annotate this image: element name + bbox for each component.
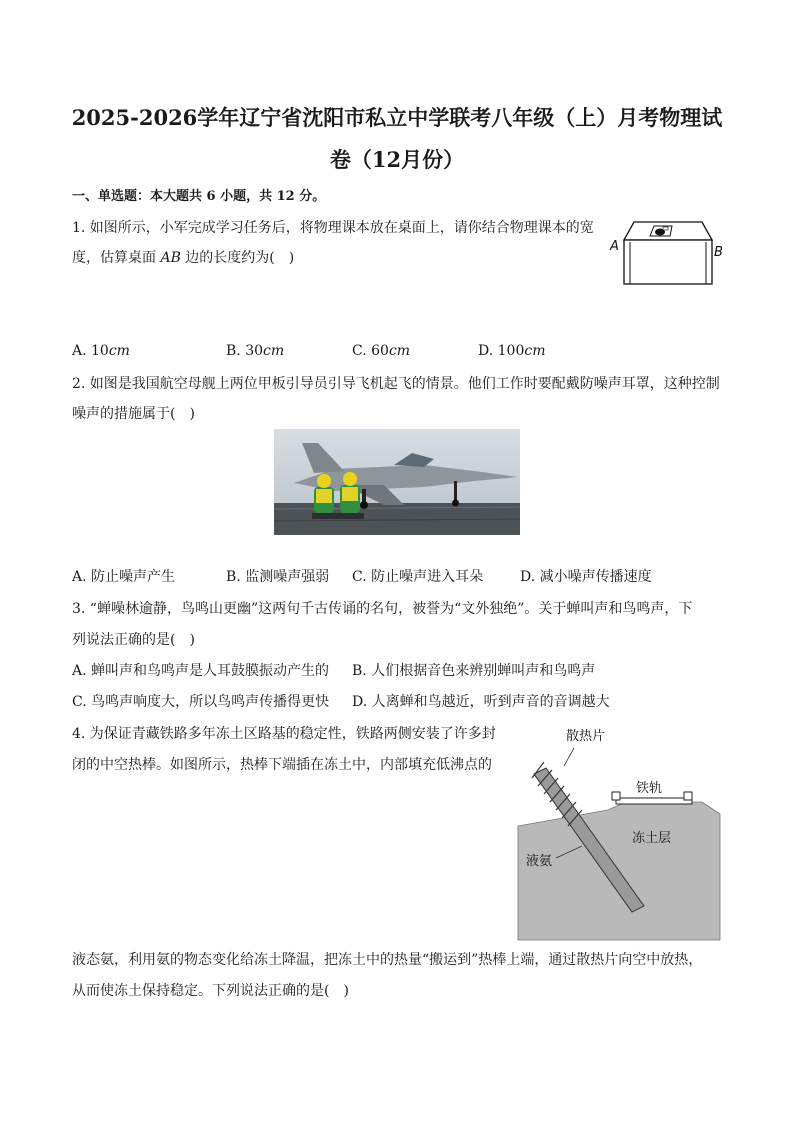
q1-option-d[interactable]: D. 100cm	[478, 343, 546, 359]
q1-stem-line1: 1. 如图所示，小军完成学习任务后，将物理课本放在桌面上，请你结合物理课本的宽	[72, 220, 594, 236]
q3-option-b[interactable]: B. 人们根据音色来辨别蝉叫声和鸟鸣声	[352, 663, 596, 679]
section-desc: 本大题共 6 小题，共 12 分。	[150, 189, 326, 204]
q3-option-d[interactable]: D. 人离蝉和鸟越近，听到声音的音调越大	[352, 694, 610, 710]
q4-stem-line1: 4. 为保证青藏铁路多年冻土区路基的稳定性，铁路两侧安装了许多封	[72, 726, 496, 742]
q3-stem-line2: 列说法正确的是( )	[72, 632, 195, 648]
section-prefix: 一、单选题：	[72, 189, 151, 204]
q3-option-a[interactable]: A. 蝉叫声和鸟鸣声是人耳鼓膜振动产生的	[72, 663, 330, 679]
label-fin: 散热片	[566, 729, 606, 744]
q2-option-c[interactable]: C. 防止噪声进入耳朵	[352, 569, 484, 585]
section-header	[72, 187, 325, 207]
q1-option-a[interactable]: A. 10cm	[72, 343, 130, 359]
label-ammonia: 液氨	[526, 854, 553, 869]
label-a: A	[610, 239, 619, 254]
q1-option-b[interactable]: B. 30cm	[226, 343, 285, 359]
carrier-jet-photo	[274, 429, 520, 535]
q4-stem-line2: 闭的中空热棒。如图所示，热棒下端插在冻土中，内部填充低沸点的	[72, 757, 492, 773]
q1-stem-line2: 度，估算桌面 AB 边的长度约为( )	[72, 250, 295, 266]
q2-stem-line1: 2. 如图是我国航空母舰上两位甲板引导员引导飞机起飞的情景。他们工作时要配戴防噪声耳罩，这种控制	[72, 376, 720, 392]
paper-title-line2: 卷（12月份）	[329, 147, 465, 172]
q4-stem-line4: 从而使冻土保持稳定。下列说法正确的是( )	[72, 983, 349, 999]
label-soil: 冻土层	[632, 831, 672, 846]
q2-stem-line2: 噪声的措施属于( )	[72, 406, 195, 422]
q3-option-c[interactable]: C. 鸟鸣声响度大，所以鸟鸣声传播得更快	[72, 694, 330, 710]
q3-stem-line1: 3. “蝉噪林逾静，鸟鸣山更幽”这两句千古传诵的名句，被誉为“文外独绝”。关于蝉叫声和鸟鸣声，下	[72, 601, 693, 617]
paper-title-line1: 2025-2026学年辽宁省沈阳市私立中学联考八年级（上）月考物理试	[71, 105, 723, 130]
q2-option-a[interactable]: A. 防止噪声产生	[72, 569, 176, 585]
q4-stem-line3: 液态氨，利用氨的物态变化给冻土降温，把冻土中的热量“搬运到”热棒上端，通过散热片向空中放热，	[72, 952, 703, 968]
heat-rod-figure	[512, 722, 726, 942]
q2-option-d[interactable]: D. 减小噪声传播速度	[520, 569, 652, 585]
q1-option-c[interactable]: C. 60cm	[352, 343, 411, 359]
desk-figure	[608, 212, 728, 294]
label-rail: 铁轨	[636, 781, 663, 796]
label-b: B	[714, 245, 723, 260]
q2-option-b[interactable]: B. 监测噪声强弱	[226, 569, 330, 585]
